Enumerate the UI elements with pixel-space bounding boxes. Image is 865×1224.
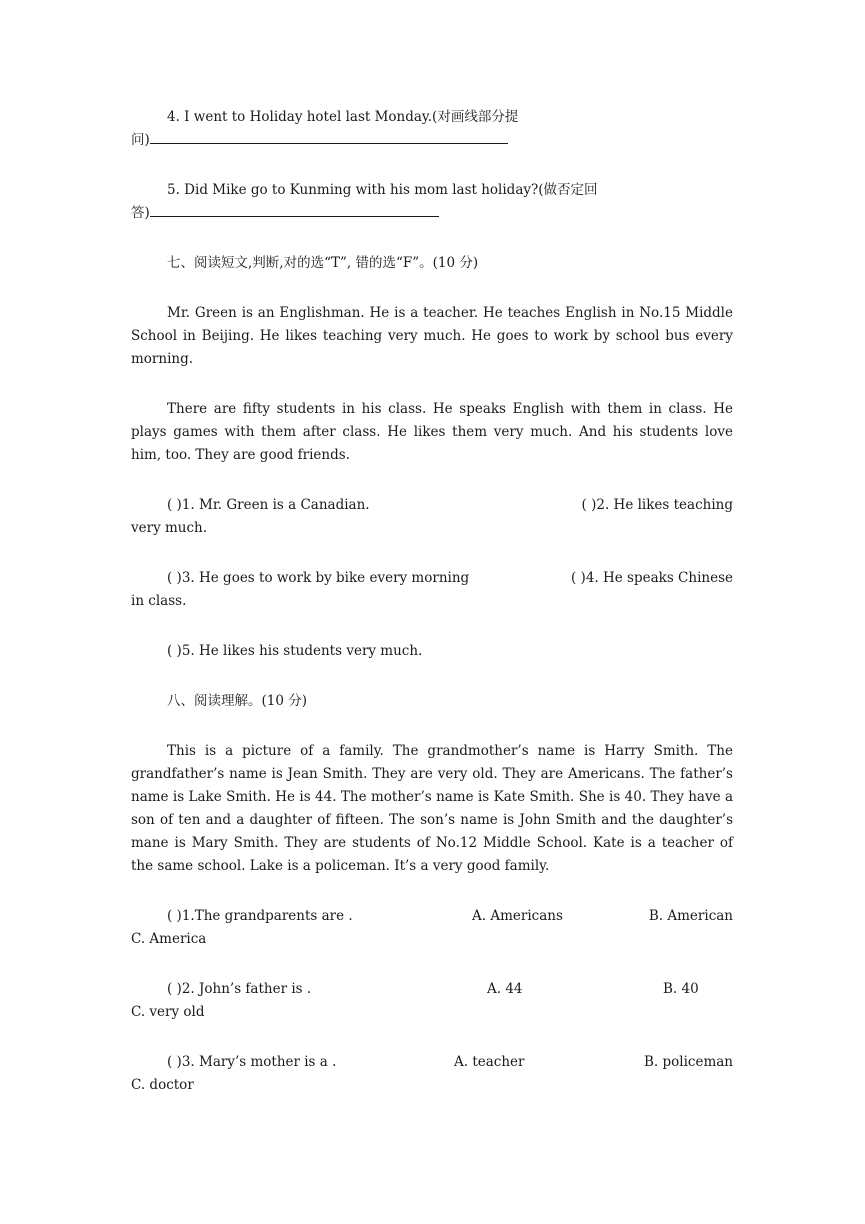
section-7-items-1-2 [131,494,733,540]
section-7-heading: 七、阅读短文,判断,对的选“T”, 错的选“F”。(10 分) [167,255,479,271]
reading-question-1 [131,905,733,951]
reading-question-2-option-a: A. 44 [487,981,523,997]
reading-question-row [131,905,733,928]
judgement-item-4: ( )4. He speaks Chinese [571,570,733,586]
reading-question-3-option-a: A. teacher [454,1054,525,1070]
answer-blank-5[interactable] [150,202,439,217]
document-page [131,106,733,1124]
question-4 [131,106,733,152]
reading-question-1-option-b: B. American [648,908,733,924]
reading-question-3 [131,1051,733,1097]
question-5-prompt: 5. Did Mike go to Kunming with his mom last holiday?(做否定回 [167,182,598,198]
section-8-passage: This is a picture of a family. The grandmother’s name is Harry Smith. The grandfather’s name is Jean Smith. They are very old. They are Americans. The father’s name is Lake Smith. He is 44. The mother’s name is Kate Smith. She is 40. They have a son of ten and a daughter of fifteen. The son’s name is John Smith and the daughter’s mane is Mary Smith. They are students of No.12 Middle School. Kate is a teacher of the same school. Lake is a policeman. It’s a very good family. [131,743,733,874]
section-7-passage-2: There are fifty students in his class. He speaks English with them in class. He plays games with them after class. He likes them very much. And his students love him, too. They are good friends. [131,401,733,463]
reading-question-row [131,1051,733,1074]
section-7-items-3-4 [131,567,733,613]
question-5-continuation: 答) [131,205,150,221]
judgement-item-1: ( )1. Mr. Green is a Canadian. [167,497,370,513]
section-8-heading: 八、阅读理解。(10 分) [167,693,308,709]
section-7-passage-1: Mr. Green is an Englishman. He is a teacher. He teaches English in No.15 Middle School in Beijing. He likes teaching very much. He goes to work by school bus every morning. [131,305,733,367]
reading-question-3-stem: ( )3. Mary’s mother is a . [167,1054,337,1070]
reading-question-1-option-c: C. America [131,931,207,947]
reading-question-2-stem: ( )2. John’s father is . [167,981,312,997]
reading-question-3-option-b: B. policeman [643,1054,733,1070]
judgement-item-2-wrap: very much. [131,520,208,536]
reading-question-2-option-c: C. very old [131,1004,205,1020]
question-4-prompt: 4. I went to Holiday hotel last Monday.(对画线部分提 [167,109,519,125]
judgement-item-2: ( )2. He likes teaching [581,497,733,513]
judgement-item-4-wrap: in class. [131,593,187,609]
question-4-continuation: 问) [131,132,150,148]
judgement-row [131,567,733,590]
question-5 [131,179,733,225]
question-4-answer-line [131,129,733,152]
judgement-item-5: ( )5. He likes his students very much. [167,643,423,659]
reading-question-3-option-c: C. doctor [131,1077,194,1093]
judgement-item-3: ( )3. He goes to work by bike every morning [167,570,470,586]
answer-blank-4[interactable] [150,129,508,144]
reading-question-1-stem: ( )1.The grandparents are . [167,908,353,924]
reading-question-2 [131,978,733,1024]
reading-question-row [131,978,733,1001]
reading-question-1-option-a: A. Americans [472,908,563,924]
question-5-answer-line [131,202,733,225]
judgement-row [131,494,733,517]
reading-question-2-option-b: B. 40 [663,981,699,997]
